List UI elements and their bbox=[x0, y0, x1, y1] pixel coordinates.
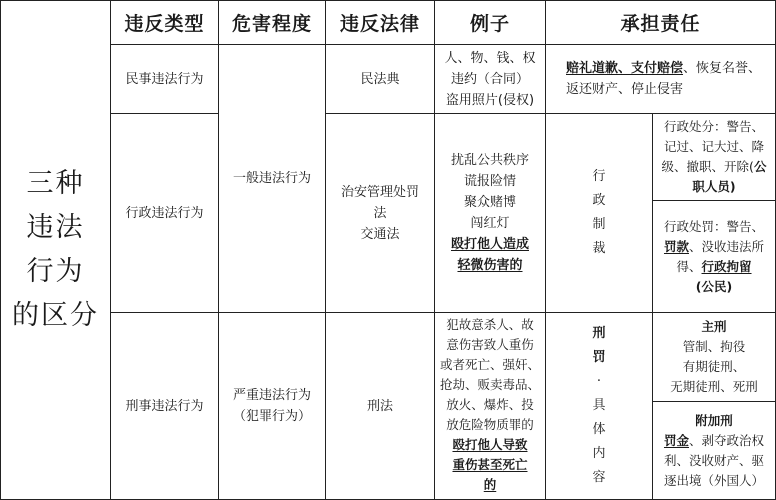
severity-line: 严重违法行为 bbox=[232, 388, 311, 403]
example-line: 放危险物质罪的 bbox=[446, 417, 534, 432]
header-severity: 危害程度 bbox=[231, 13, 312, 35]
example-emphasis: 的 bbox=[483, 477, 497, 492]
penalty-emphasis: 刑罚 bbox=[592, 326, 606, 365]
example-emphasis: 殴打他人造成 bbox=[450, 237, 529, 252]
resp-text: 返还财产、停止侵害 bbox=[566, 82, 684, 97]
resp-emphasis: 罚金 bbox=[663, 432, 689, 448]
severity-line: （犯罪行为） bbox=[232, 409, 311, 424]
resp-text: 行政处分：警告、 bbox=[663, 119, 764, 134]
example-line: 违约（合同） bbox=[450, 71, 529, 87]
admin-sanction bbox=[546, 114, 652, 312]
example-line: 抢劫、贩卖毒品、 bbox=[439, 377, 540, 392]
example-emphasis: 轻微伤害的 bbox=[457, 258, 523, 273]
penalty-dot: · bbox=[596, 374, 602, 389]
additional-penalty bbox=[653, 402, 775, 499]
header-law: 违反法律 bbox=[339, 13, 420, 35]
admin-type: 行政违法行为 bbox=[125, 205, 204, 221]
resp-text: 无期徒刑、死刑 bbox=[670, 379, 758, 394]
resp-text: 行政处罚：警告、 bbox=[663, 218, 764, 234]
header-type: 违反类型 bbox=[124, 13, 205, 35]
resp-text: 有期徒刑、 bbox=[682, 359, 746, 374]
resp-emphasis: (公民) bbox=[695, 278, 733, 294]
resp-text: 记过、记大过、降 bbox=[663, 139, 764, 154]
resp-emphasis: 公 bbox=[753, 159, 767, 174]
civil-responsibility bbox=[546, 45, 775, 113]
admin-laws bbox=[326, 114, 434, 312]
example-emphasis: 殴打他人导致 bbox=[452, 437, 528, 452]
title-line: 行为 bbox=[26, 256, 85, 287]
header-responsibility: 承担责任 bbox=[620, 13, 701, 35]
main-penalty bbox=[653, 313, 775, 401]
resp-text: 得、 bbox=[676, 258, 702, 274]
main-penalty-title: 主刑 bbox=[701, 319, 727, 334]
criminal-examples bbox=[435, 313, 545, 499]
example-line: 放火、爆炸、投 bbox=[446, 397, 534, 412]
title-line: 三种 bbox=[26, 168, 85, 199]
resp-text: 逐出境（外国人） bbox=[663, 472, 764, 488]
general-severity: 一般违法行为 bbox=[232, 171, 311, 186]
law-line: 法 bbox=[373, 205, 387, 221]
title-line: 违法 bbox=[26, 212, 85, 243]
resp-text: 利、没收财产、驱 bbox=[663, 452, 764, 468]
resp-text: 管制、拘役 bbox=[682, 339, 746, 354]
table-title bbox=[1, 1, 110, 499]
resp-text: 、没收违法所 bbox=[689, 238, 765, 254]
admin-penalty bbox=[653, 201, 775, 312]
resp-emphasis: 行政拘留 bbox=[701, 258, 752, 274]
resp-text: 级、撤职、开除( bbox=[661, 159, 754, 174]
criminal-type: 刑事违法行为 bbox=[125, 398, 204, 414]
example-line: 闯红灯 bbox=[470, 216, 510, 231]
example-line: 扰乱公共秩序 bbox=[450, 153, 529, 168]
admin-disciplinary bbox=[653, 114, 775, 200]
resp-emphasis: 赔礼道歉、支付赔偿 bbox=[566, 61, 684, 76]
civil-type: 民事违法行为 bbox=[125, 71, 204, 87]
resp-emphasis: 职人员) bbox=[692, 179, 736, 194]
example-emphasis: 重伤甚至死亡 bbox=[452, 457, 528, 472]
law-line: 交通法 bbox=[360, 226, 400, 242]
example-line: 谎报险情 bbox=[463, 174, 516, 189]
criminal-severity bbox=[219, 313, 325, 499]
title-line: 的区分 bbox=[12, 300, 99, 331]
header-examples: 例子 bbox=[469, 13, 510, 35]
civil-law: 民法典 bbox=[360, 71, 400, 87]
civil-examples bbox=[435, 45, 545, 113]
admin-examples bbox=[435, 114, 545, 312]
law-line: 治安管理处罚 bbox=[340, 184, 419, 200]
sanction-label: 行政制裁 bbox=[592, 169, 606, 256]
criminal-penalty-label bbox=[546, 313, 652, 499]
example-line: 盗用照片(侵权) bbox=[445, 92, 535, 108]
example-line: 或者死亡、强奸、 bbox=[439, 357, 540, 372]
example-line: 意伤害致人重伤 bbox=[446, 337, 534, 352]
example-line: 聚众赌博 bbox=[463, 195, 516, 210]
resp-emphasis: 罚款 bbox=[663, 238, 689, 254]
criminal-law: 刑法 bbox=[366, 398, 393, 414]
penalty-text: 具体内容 bbox=[592, 398, 606, 485]
example-line: 犯故意杀人、故 bbox=[446, 317, 534, 332]
additional-penalty-title: 附加刑 bbox=[695, 412, 733, 428]
resp-text: 、恢复名誉、 bbox=[683, 61, 762, 76]
resp-text: 、剥夺政治权 bbox=[689, 432, 765, 448]
example-line: 人、物、钱、权 bbox=[444, 50, 536, 66]
